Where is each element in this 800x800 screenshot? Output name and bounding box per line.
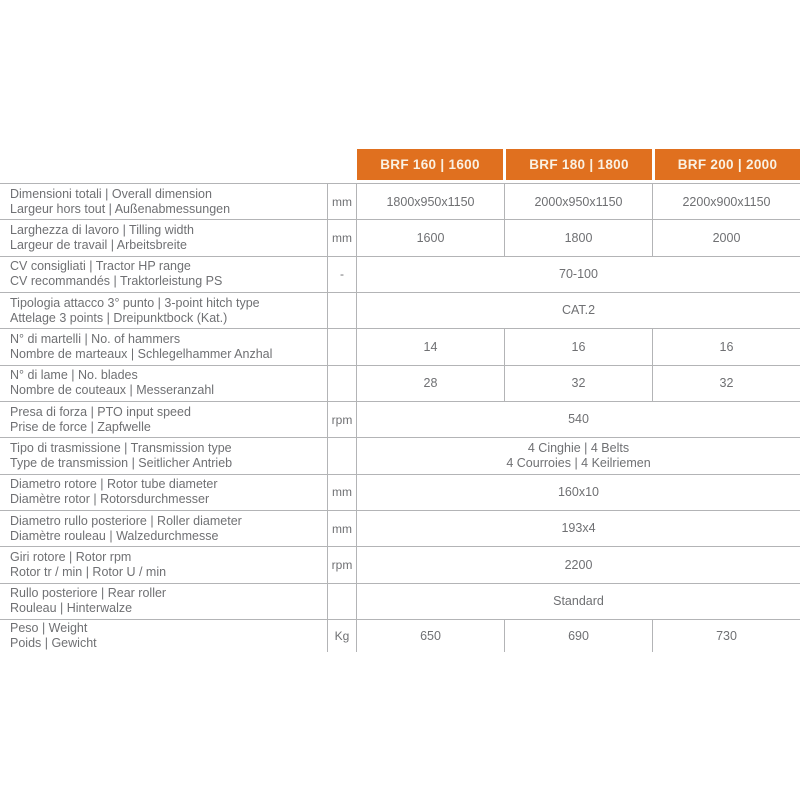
row-label xyxy=(0,547,328,582)
row-label-line1: N° di lame | No. blades xyxy=(10,368,138,383)
row-label-line1: CV consigliati | Tractor HP range xyxy=(10,259,191,274)
row-label-line2: Type de transmission | Seitlicher Antrieb xyxy=(10,456,233,471)
unit-cell xyxy=(328,584,357,619)
value-cell: 1800 xyxy=(505,220,653,255)
merged-value-cell: 70-100 xyxy=(559,266,598,281)
table-row-tilling-width xyxy=(0,219,800,255)
value-cell: 650 xyxy=(357,620,505,652)
unit-cell: mm xyxy=(328,220,357,255)
merged-value-cell: 2200 xyxy=(564,557,593,572)
value-cell: 1600 xyxy=(357,220,505,255)
value-cell: 730 xyxy=(716,629,737,644)
table-row-weight xyxy=(0,619,800,652)
unit-cell: mm xyxy=(328,475,357,510)
row-label-line1: Giri rotore | Rotor rpm xyxy=(10,550,132,565)
row-label xyxy=(0,584,328,619)
value-cell: 690 xyxy=(505,620,653,652)
row-label-line1: Tipo di trasmissione | Transmission type xyxy=(10,441,232,456)
row-label-line1: Dimensioni totali | Overall dimension xyxy=(10,186,212,201)
row-label xyxy=(0,329,328,364)
row-label xyxy=(0,220,328,255)
value-cell: 32 xyxy=(719,376,734,391)
table-row-roller-diameter xyxy=(0,510,800,546)
table-row-pto-speed xyxy=(0,401,800,437)
value-cell: 28 xyxy=(357,366,505,401)
merged-value-cell: CAT.2 xyxy=(561,303,596,318)
row-label-line2: Nombre de marteaux | Schlegelhammer Anzhal xyxy=(10,347,273,362)
table-row-overall-dimension xyxy=(0,183,800,219)
unit-cell: mm xyxy=(328,184,357,219)
unit-cell: mm xyxy=(328,511,357,546)
value-cell: 32 xyxy=(505,366,653,401)
value-cell: 2000x950x1150 xyxy=(505,184,653,219)
row-label-line1: N° di martelli | No. of hammers xyxy=(10,332,181,347)
column-header-brf160: BRF 160 | 1600 xyxy=(357,149,503,180)
row-label xyxy=(0,184,328,219)
column-header-brf180: BRF 180 | 1800 xyxy=(506,149,652,180)
row-label-line2: Diamètre rouleau | Walzedurchmesse xyxy=(10,528,219,543)
row-label-line1: Tipologia attacco 3° punto | 3-point hitch type xyxy=(10,295,260,310)
value-cell: 14 xyxy=(357,329,505,364)
table-row-blades xyxy=(0,365,800,401)
row-label-line2: Largeur de travail | Arbeitsbreite xyxy=(10,238,187,253)
merged-value-cell xyxy=(357,438,800,473)
unit-cell xyxy=(328,293,357,328)
table-row-rotor-rpm xyxy=(0,546,800,582)
row-label-line1: Presa di forza | PTO input speed xyxy=(10,404,191,419)
table-row-transmission xyxy=(0,437,800,473)
column-header-brf200: BRF 200 | 2000 xyxy=(655,149,800,180)
merged-value-line2: 4 Courroies | 4 Keilriemen xyxy=(506,456,651,471)
merged-value-cell: Standard xyxy=(553,593,604,608)
table-header xyxy=(357,149,800,180)
merged-value-cell: 540 xyxy=(568,412,589,427)
value-cell: 16 xyxy=(719,340,734,355)
table-row-hitch-type xyxy=(0,292,800,328)
row-label-line1: Peso | Weight xyxy=(10,621,88,636)
row-label xyxy=(0,293,328,328)
unit-cell: - xyxy=(328,257,357,292)
unit-cell: Kg xyxy=(328,620,357,652)
row-label xyxy=(0,402,328,437)
row-label xyxy=(0,511,328,546)
row-label-line2: Diamètre rotor | Rotorsdurchmesser xyxy=(10,492,210,507)
row-label-line2: Nombre de couteaux | Messeranzahl xyxy=(10,383,215,398)
unit-cell: rpm xyxy=(328,547,357,582)
row-label xyxy=(0,366,328,401)
row-label-line1: Diametro rullo posteriore | Roller diameter xyxy=(10,513,242,528)
row-label-line1: Larghezza di lavoro | Tilling width xyxy=(10,223,194,238)
row-label-line2: Rotor tr / min | Rotor U / min xyxy=(10,565,167,580)
row-label-line2: CV recommandés | Traktorleistung PS xyxy=(10,274,223,289)
row-label-line1: Diametro rotore | Rotor tube diameter xyxy=(10,477,218,492)
row-label-line2: Largeur hors tout | Außenabmessungen xyxy=(10,201,231,216)
row-label-line2: Attelage 3 points | Dreipunktbock (Kat.) xyxy=(10,310,228,325)
unit-cell xyxy=(328,329,357,364)
row-label-line2: Rouleau | Hinterwalze xyxy=(10,601,133,616)
table-row-hp-range xyxy=(0,256,800,292)
value-cell: 2000 xyxy=(712,231,741,246)
value-cell: 2200x900x1150 xyxy=(682,194,771,209)
specification-table xyxy=(0,149,800,652)
table-row-rotor-diameter xyxy=(0,474,800,510)
unit-cell xyxy=(328,366,357,401)
row-label-line2: Prise de force | Zapfwelle xyxy=(10,419,151,434)
table-row-hammers xyxy=(0,328,800,364)
row-label xyxy=(0,620,328,652)
row-label-line1: Rullo posteriore | Rear roller xyxy=(10,586,167,601)
value-cell: 16 xyxy=(505,329,653,364)
row-label xyxy=(0,438,328,473)
unit-cell: rpm xyxy=(328,402,357,437)
table-row-rear-roller xyxy=(0,583,800,619)
merged-value-line1: 4 Cinghie | 4 Belts xyxy=(527,441,630,456)
merged-value-cell: 160x10 xyxy=(557,484,599,499)
value-cell: 1800x950x1150 xyxy=(357,184,505,219)
row-label xyxy=(0,257,328,292)
row-label-line2: Poids | Gewicht xyxy=(10,636,97,651)
unit-cell xyxy=(328,438,357,473)
row-label xyxy=(0,475,328,510)
merged-value-cell: 193x4 xyxy=(561,521,596,536)
